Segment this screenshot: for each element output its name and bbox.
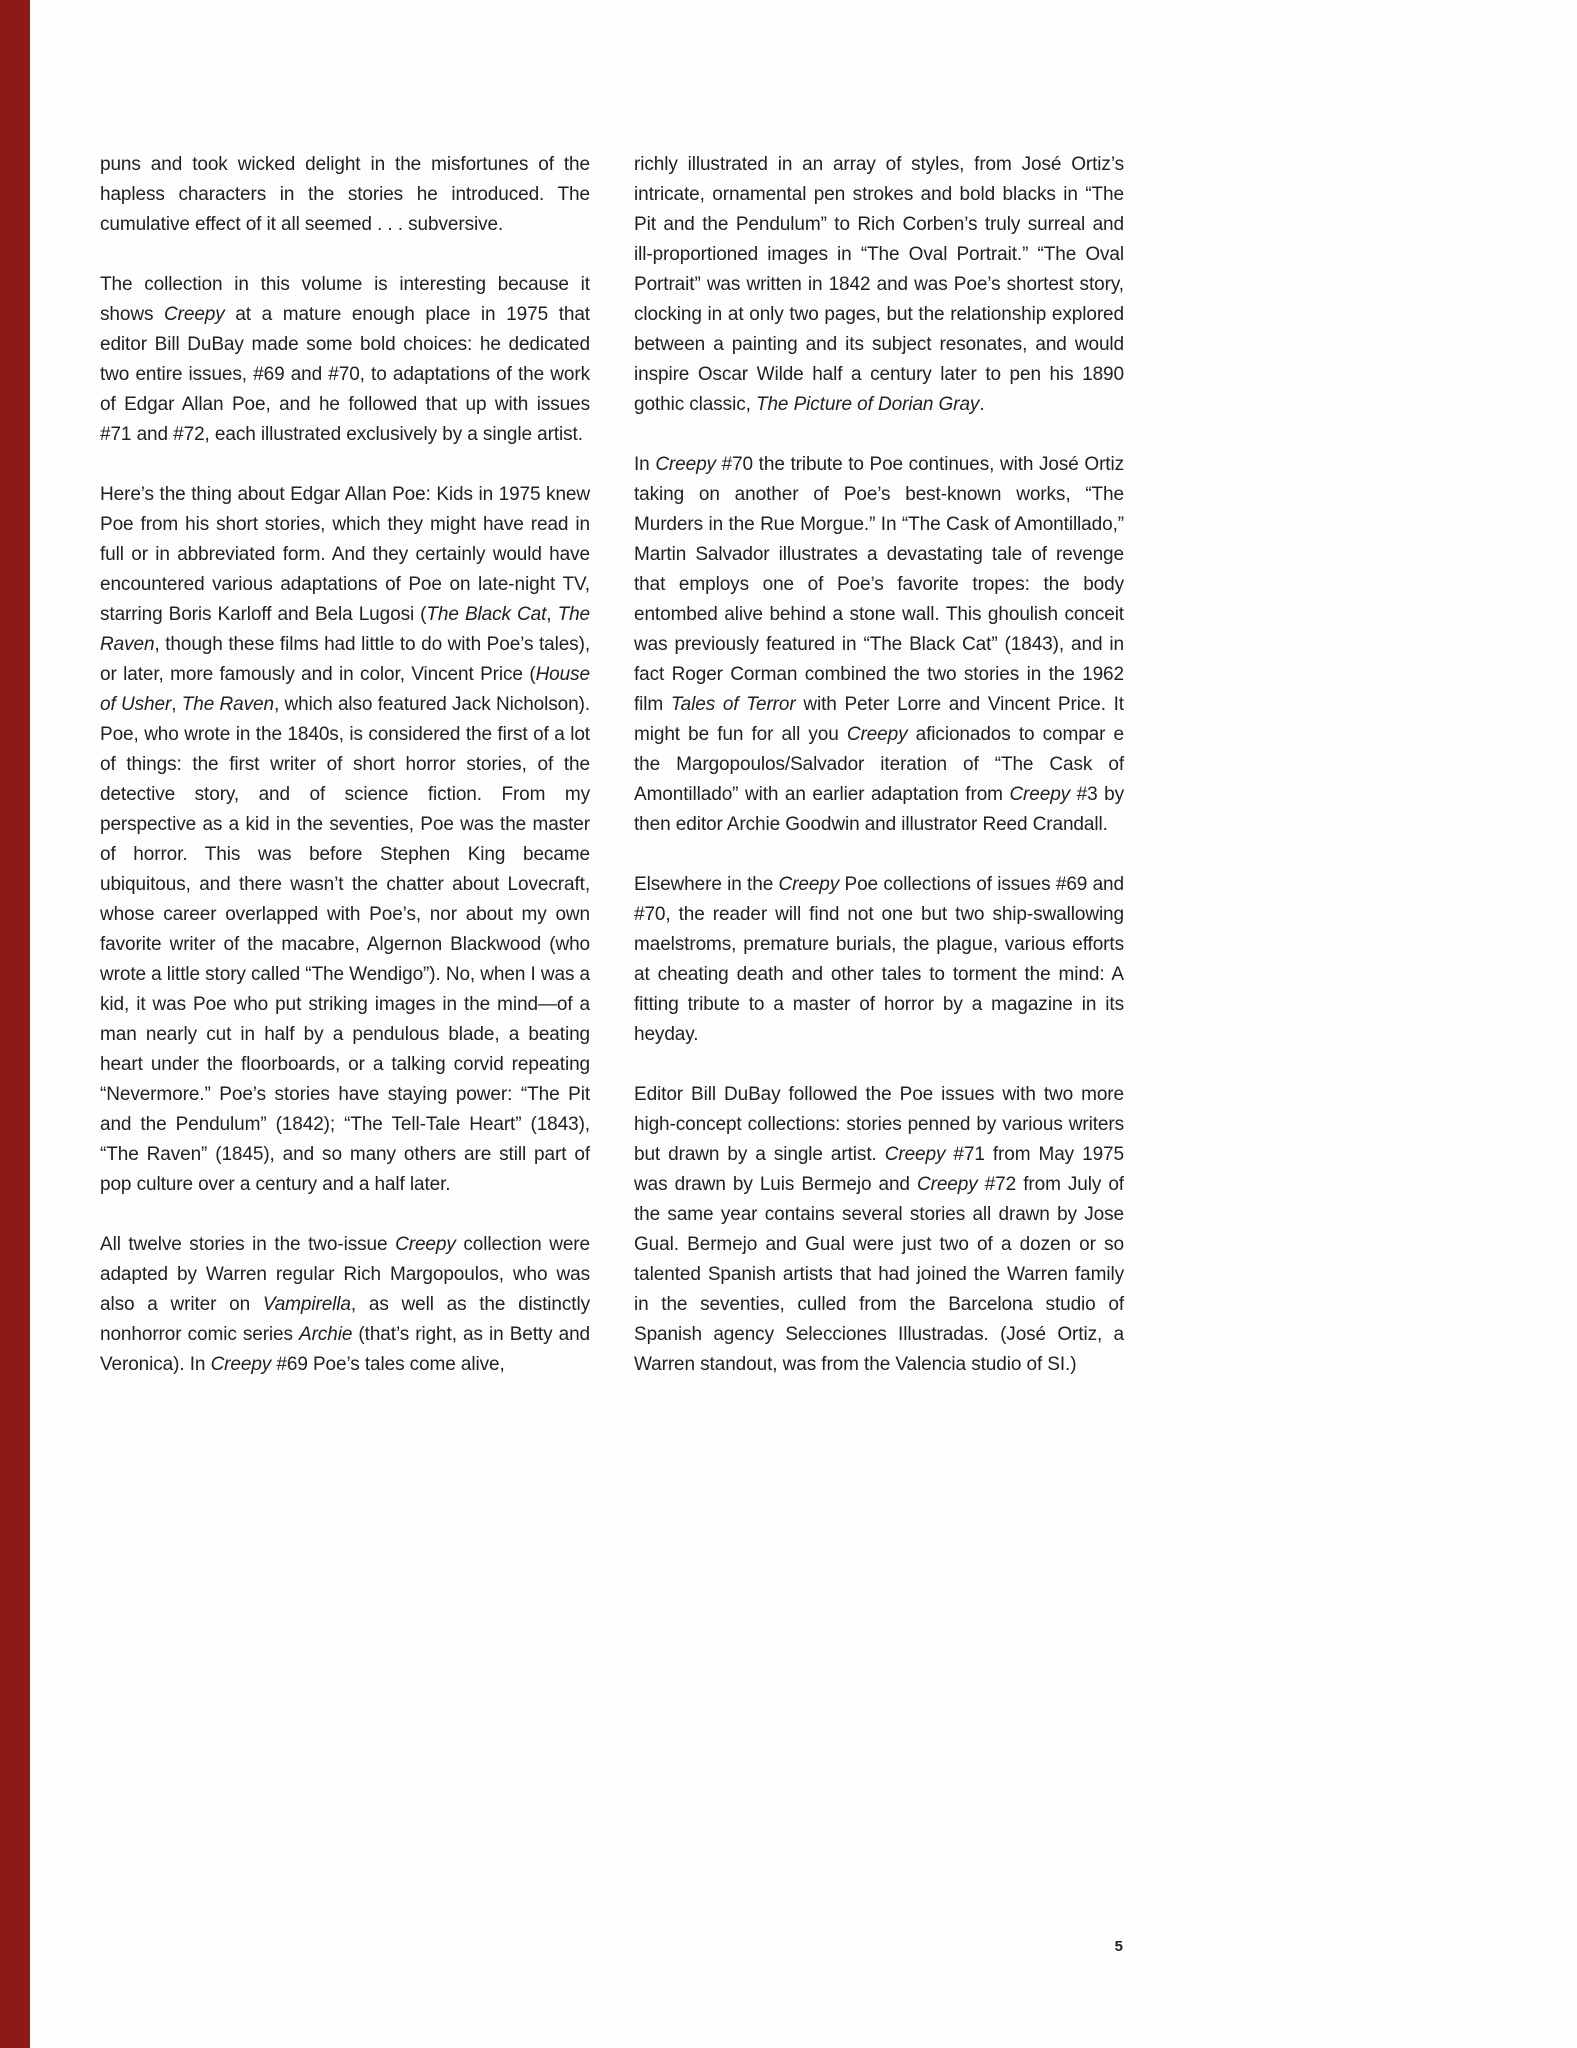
text-column-left (100, 150, 590, 1380)
paragraph: Elsewhere in the Creepy Poe collections of issues #69 and #70, the reader will find not one but two ship-swallowing maelstroms, premature burials, the plague, various efforts at cheating death and other tales to torment the mind: A fitting tribute to a master of horror by a magazine in its heyday. (634, 874, 1124, 1045)
paragraph: puns and took wicked delight in the misfortunes of the hapless characters in the stories he introduced. The cumulative effect of it all seemed . . . subversive. (100, 154, 590, 235)
page-content (100, 150, 1124, 1380)
paragraph: richly illustrated in an array of styles, from José Ortiz’s intricate, ornamental pen strokes and bold blacks in “The Pit and the Pendulum” to Rich Corben’s truly surreal and ill-proportioned images in “The Oval Portrait.” “The Oval Portrait” was written in 1842 and was Poe’s shortest story, clocking in at only two pages, but the relationship explored between a painting and its subject resonates, and would inspire Oscar Wilde half a century later to pen his 1890 gothic classic, The Picture of Dorian Gray. (634, 154, 1124, 415)
paragraph: In Creepy #70 the tribute to Poe continues, with José Ortiz taking on another of Poe’s best-known works, “The Murders in the Rue Morgue.” In “The Cask of Amontillado,” Martin Salvador illustrates a devastating tale of revenge that employs one of Poe’s favorite tropes: the body entombed alive behind a stone wall. This ghoulish conceit was previously featured in “The Black Cat” (1843), and in fact Roger Corman combined the two stories in the 1962 film Tales of Terror with Peter Lorre and Vincent Price. It might be fun for all you Creepy aficionados to compar e the Margopoulos/Salvador iteration of “The Cask of Amontillado” with an earlier adaptation from Creepy #3 by then editor Archie Goodwin and illustrator Reed Crandall. (634, 454, 1124, 835)
text-column-right (634, 150, 1124, 1380)
paragraph: The collection in this volume is interesting because it shows Creepy at a mature enough place in 1975 that editor Bill DuBay made some bold choices: he dedicated two entire issues, #69 and #70, to adaptations of the work of Edgar Allan Poe, and he followed that up with issues #71 and #72, each illustrated exclusively by a single artist. (100, 274, 590, 445)
paragraph: All twelve stories in the two-issue Creepy collection were adapted by Warren regular Rich Margopoulos, who was also a writer on Vampirella, as well as the distinctly nonhorror comic series Archie (that’s right, as in Betty and Veronica). In Creepy #69 Poe’s tales come alive, (100, 1234, 591, 1375)
page-number: 5 (1114, 1938, 1123, 1955)
paragraph: Here’s the thing about Edgar Allan Poe: Kids in 1975 knew Poe from his short stories, which they might have read in full or in abbreviated form. And they certainly would have encountered various adaptations of Poe on late-night TV, starring Boris Karloff and Bela Lugosi (The Black Cat, The Raven, though these films had little to do with Poe’s tales), or later, more famously and in color, Vincent Price (House of Usher, The Raven, which also featured Jack Nicholson). Poe, who wrote in the 1840s, is considered the first of a lot of things: the first writer of short horror stories, of the detective story, and of science fiction. From my perspective as a kid in the seventies, Poe was the master of horror. This was before Stephen King became ubiquitous, and there wasn’t the chatter about Lovecraft, whose career overlapped with Poe’s, nor about my own favorite writer of the macabre, Algernon Blackwood (who wrote a little story called “The Wendigo”). No, when I was a kid, it was Poe who put striking images in the mind—of a man nearly cut in half by a pendulous blade, a beating heart under the floorboards, or a talking corvid repeating “Nevermore.” Poe’s stories have staying power: “The Pit and the Pendulum” (1842); “The Tell-Tale Heart” (1843), “The Raven” (1845), and so many others are still part of pop culture over a century and a half later. (100, 484, 591, 1195)
spine-accent-bar (0, 0, 30, 2048)
paragraph: Editor Bill DuBay followed the Poe issues with two more high-concept collections: stories penned by various writers but drawn by a single artist. Creepy #71 from May 1975 was drawn by Luis Bermejo and Creepy #72 from July of the same year contains several stories all drawn by Jose Gual. Bermejo and Gual were just two of a dozen or so talented Spanish artists that had joined the Warren family in the seventies, culled from the Barcelona studio of Spanish agency Selecciones Illustradas. (José Ortiz, a Warren standout, was from the Valencia studio of SI.) (634, 1084, 1124, 1375)
